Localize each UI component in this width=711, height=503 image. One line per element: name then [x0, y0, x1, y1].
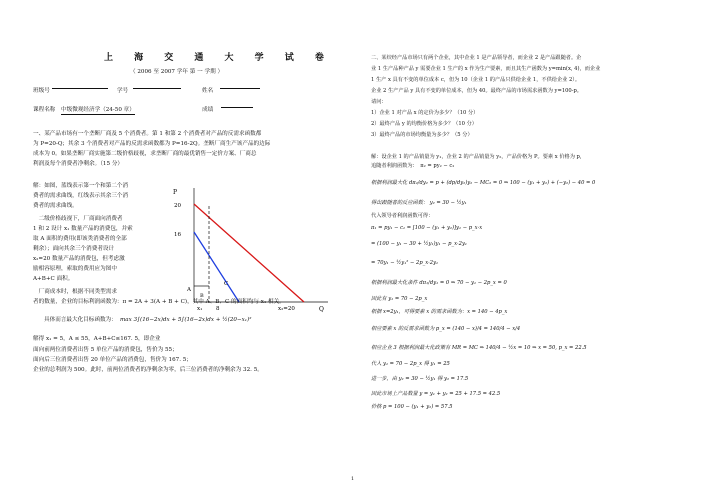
q2-sol-1: 解：设企业 1 的产品销量为 y₁，企业 2 的产品销量为 y₂，产品价格为 P。要素 x 价格为 p, [371, 154, 582, 160]
area-b-label: B [200, 293, 204, 299]
q1-line-1: 一、某产品市场有一个垄断厂商及 5 个消费者。第 1 和第 2 个消费者对产品的反需求函数都 [33, 131, 262, 137]
sol-line-9: 励相容原理，索取的费用应为图中 [33, 266, 117, 272]
q2-sol-11: 根据 x=2y₁，可得要素 x 的需求函数为：x = 140 − 4p_x [371, 309, 508, 315]
q2-line-4: 企业 2 生产产品 y 具有不变的单位成本，但为 40。最终产品的市场需求函数为 y=100-p。 [371, 88, 582, 94]
year-line: （ 2006 至 2007 学年 第 一 学期 ） [130, 69, 224, 75]
q2-sol-12: 相应要素 x 的反需求函数为 p_x = (140 − x)/4 = 140/4 − x/4 [371, 326, 521, 332]
sol-line-8: x₂=20 数量产品的消费包，但考虑激 [33, 256, 125, 262]
sol-line-2: 费者的需求曲线，红线表示其余三个消 [33, 193, 129, 199]
student-id-field [133, 88, 181, 89]
blue-demand-curve [194, 232, 239, 302]
student-id-label: 学号 [117, 88, 129, 94]
q2-sol-6: π₁ = py₁ − c₁ = [100 − (y₁ + y₂)]y₁ − p_x·x [371, 225, 483, 231]
q2-line-5: 请问： [371, 99, 387, 105]
result-line-1: 面向前两位消费者出售 5 单位产品的消费包，售价为 55； [33, 347, 178, 353]
q2-sol-5: 代入领导者利润函数可得： [371, 213, 434, 219]
q2-sol-13: 相应企业 3 根据利润最大化政策有 MR = MC ⇒ 140/4 − ½x = 10 ⇒ x = 50, p_x = 22.5 [371, 345, 587, 351]
q2-line-2: 业 1 生产品种产品 y 需要企业 1 生产的 x 作为生产要素，而且其生产函数为 y=min(x, 4)，而企业 [371, 66, 601, 72]
tick-16: 16 [174, 232, 181, 238]
page-number: 1 [351, 476, 355, 482]
sol-line-11: 厂商成本时，根据不同类型需求 [33, 289, 117, 295]
red-demand-curve [194, 204, 304, 302]
q-axis-label: Q [319, 306, 324, 313]
course-value: 中级微观经济学（24-50 章） [61, 107, 135, 113]
q2-sol-14: 代入 y₁ = 70 − 2p_x 得 y₁ = 25 [371, 361, 450, 367]
demand-graph [160, 180, 336, 316]
area-c-label: C [224, 281, 229, 287]
sol-line-6: 取 A 面积的费用(即该类消费者的全部 [33, 236, 127, 242]
q2-sol-3: 根据利润最大化 dπ₂/dy₂ = p + (dp/dy₂)y₂ − MC₂ = 0 ⇒ 100 − (y₁ + y₂) + (−y₂) − 40 = 0 [371, 180, 596, 186]
profit-line: 者的数量，企业的目标利润函数为：π = 2A + 3(A + B + C)，其中 A、B、C 的面积均与 x₁ 相关。 [33, 299, 285, 305]
class-label: 班级号 [33, 88, 50, 94]
q2-sub-3: 3）最终产品的市场均衡量为多少？（5 分） [371, 132, 473, 138]
result-line-3: 企业的总利润为 500。此时，前两位消费者的净剩余为零，后三位消费者的净剩余为 32. 5。 [33, 367, 263, 373]
sol-line-10: A+B+C 面积。 [33, 276, 74, 282]
name-field [220, 88, 260, 89]
q1-line-2: 为 P=20-Q；其余 3 个消费者对产品的反需求函数都为 P=16-2Q。垄断厂商生产该产品的边际 [33, 141, 271, 147]
integral-expression: max 3∫(16−2x)dx + 5∫(16−2x)dx + ½(20−x₁)² [120, 317, 252, 323]
q2-sub-1: 1）企业 1 对产品 x 的定价为多少？（10 分） [371, 110, 479, 116]
sol-line-3: 费者的需求曲线。 [33, 203, 78, 209]
sol-line-4: 二级价格歧视下，厂商面向消费者 [33, 216, 123, 222]
sol-line-1: 解：如图，蓝线表示第一个和第二个消 [33, 183, 129, 189]
tick-20: 20 [174, 203, 181, 209]
integral-intro: 具体而言最大化目标函数为： [44, 317, 117, 323]
q2-sol-8: = 70y₁ − ½y₁² − 2p_x·2y₁ [371, 260, 439, 266]
q2-sol-10: 因此有 y₁ = 70 − 2p_x [371, 296, 428, 302]
q1-line-4: 利润及每个消费者净剩余。（15 分） [33, 161, 124, 167]
area-a-label: A [187, 287, 191, 293]
solution-line: 解得 x₁ = 5，A ≤ 55，A+B+C≤167. 5，即企业 [33, 336, 161, 342]
course-label: 课程名称 [33, 107, 56, 113]
q2-sub-2: 2）最终产品 y 的均衡价格为多少？（10 分） [371, 121, 477, 127]
score-label: 成绩 [202, 107, 214, 113]
result-line-2: 面向后三位消费者出售 20 单位产品的消费包，售价为 167. 5； [33, 357, 192, 363]
tick-x1: x₁ [197, 306, 203, 312]
q2-sol-4: 得出跟随者的反应函数： y₂ = 30 − ½y₁ [371, 200, 467, 206]
sol-line-7: 剩余）；面向其余三个消费者设计 [33, 246, 115, 252]
q1-line-3: 成本为 0。如果垄断厂商实施第二级价格歧视，求垄断厂商的最优销售一定价方案、厂商总 [33, 151, 257, 157]
p-axis-label: P [173, 189, 178, 196]
q2-line-1: 二、某绞经产品市场只有两个企业，其中企业 1 是产品领导者，而企业 2 是产品跟随者。企 [371, 55, 582, 61]
q2-sol-2: 追随者利润函数为： π₂ = py₂ − c₂ [371, 163, 455, 169]
tick-x2: x₂=20 [278, 306, 295, 312]
tick-8: 8 [216, 306, 220, 312]
q2-sol-15: 进一步，由 y₂ = 30 − ½y₁ 得 y₂ = 17.5 [371, 376, 469, 382]
q2-sol-16: 因此市场上产品数量 y = y₁ + y₂ = 25 + 17.5 = 42.5 [371, 391, 501, 397]
q2-sol-17: 价格 p = 100 − (y₁ + y₂) = 57.5 [371, 404, 453, 410]
q2-sol-9: 根据利润最大化条件 dπ₁/dy₁ = 0 ⇒ 70 − y₁ − 2p_x = 0 [371, 280, 507, 286]
class-field [52, 88, 108, 89]
score-field [221, 107, 253, 108]
exam-title: 上 海 交 通 大 学 试 卷 [104, 53, 333, 63]
name-label: 姓名 [202, 88, 214, 94]
sol-line-5: 1 和 2 设计 x₁ 数量产品的消费包，并索 [33, 226, 133, 232]
q2-line-3: 1 生产 x 具有不变的单位成本 c，但为 10（企业 1 的产品只供给企业 1，不供给企业 2）。 [371, 77, 581, 83]
q2-sol-7: = (100 − y₁ − 30 + ½y₁)y₁ − p_x·2y₁ [371, 241, 467, 247]
